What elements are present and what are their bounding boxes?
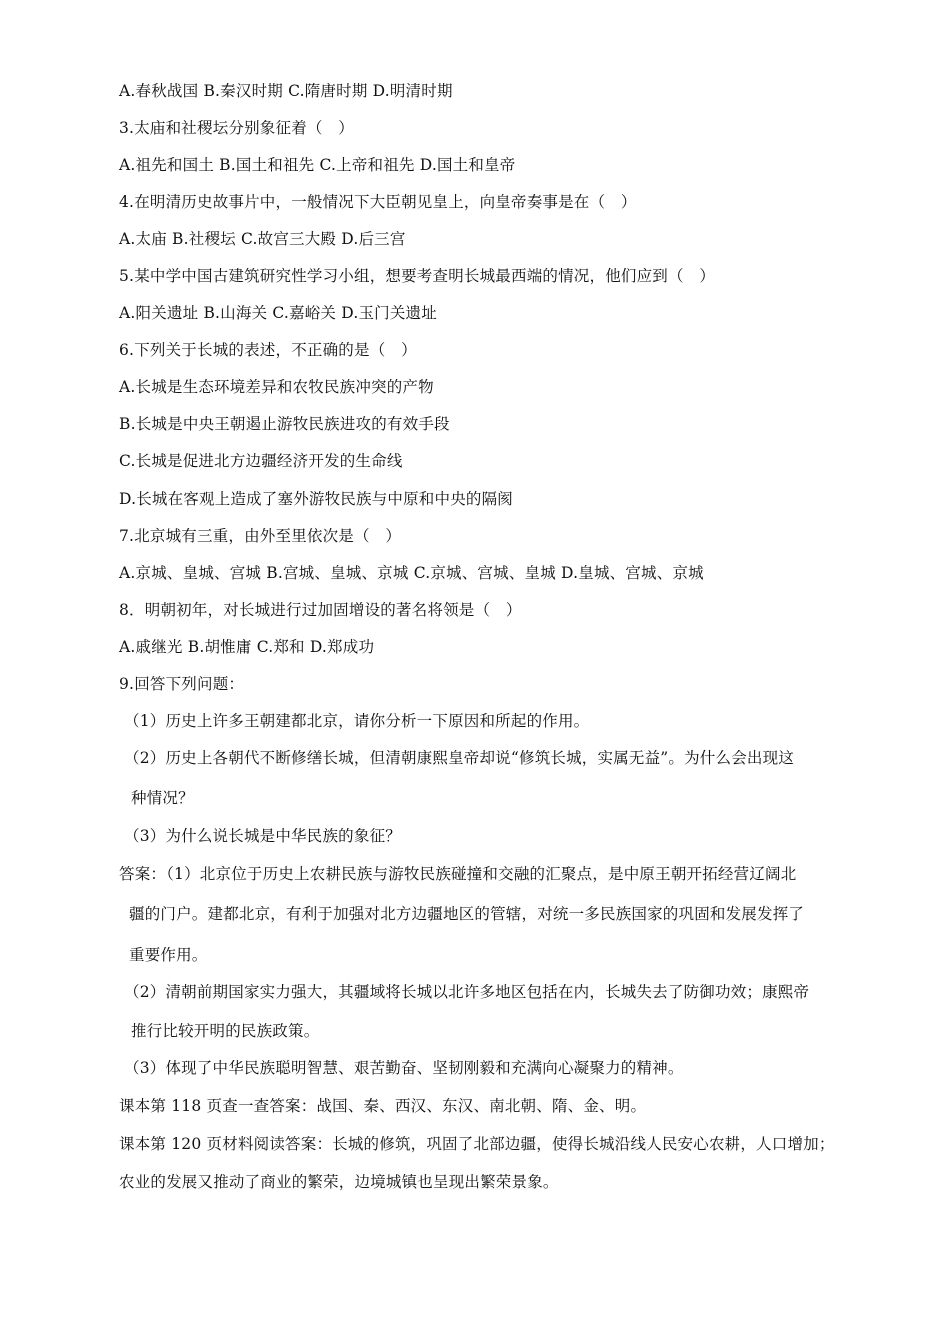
q7-options: A.京城、皇城、宫城 B.宫城、皇城、京城 C.京城、宫城、皇城 D.皇城、宫城、京城 — [119, 564, 704, 582]
answer-part-2: （2）清朝前期国家实力强大，其疆域将长城以北许多地区包括在内，长城失去了防御功效；康熙帝 — [124, 983, 810, 1001]
textbook-p118-answer: 课本第 118 页查一查答案：战国、秦、西汉、东汉、南北朝、隋、金、明。 — [119, 1097, 647, 1115]
q9-part-1: （1）历史上许多王朝建都北京，请你分析一下原因和所起的作用。 — [124, 712, 590, 730]
q2-options: A.春秋战国 B.秦汉时期 C.隋唐时期 D.明清时期 — [119, 82, 453, 100]
answer-part-3: （3）体现了中华民族聪明智慧、艰苦勤奋、坚韧刚毅和充满向心凝聚力的精神。 — [124, 1059, 684, 1077]
answer-part-2-continued: 推行比较开明的民族政策。 — [131, 1022, 320, 1040]
q6-stem: 6.下列关于长城的表述，不正确的是（ ） — [119, 341, 417, 359]
q9-part-2-continued: 种情况？ — [131, 789, 194, 807]
q3-options: A.祖先和国土 B.国土和祖先 C.上帝和祖先 D.国土和皇帝 — [119, 156, 516, 174]
q5-stem: 5.某中学中国古建筑研究性学习小组，想要考查明长城最西端的情况，他们应到（ ） — [119, 267, 716, 285]
answer-part-1-line-2: 疆的门户。建都北京，有利于加强对北方边疆地区的管辖，对统一多民族国家的巩固和发展发挥了 — [129, 905, 805, 923]
q8-options: A.戚继光 B.胡惟庸 C.郑和 D.郑成功 — [119, 638, 375, 656]
answer-part-1-line-3: 重要作用。 — [129, 946, 208, 964]
q8-stem: 8．明朝初年，对长城进行过加固增设的著名将领是（ ） — [119, 601, 522, 619]
q5-options: A.阳关遗址 B.山海关 C.嘉峪关 D.玉门关遗址 — [119, 304, 437, 322]
q4-options: A.太庙 B.社稷坛 C.故宫三大殿 D.后三宫 — [119, 230, 406, 248]
q9-part-3: （3）为什么说长城是中华民族的象征？ — [124, 827, 401, 845]
q6-option-c: C.长城是促进北方边疆经济开发的生命线 — [119, 452, 403, 470]
q6-option-a: A.长城是生态环境差异和农牧民族冲突的产物 — [119, 378, 434, 396]
q6-option-b: B.长城是中央王朝遏止游牧民族进攻的有效手段 — [119, 415, 450, 433]
textbook-p120-answer-continued: 农业的发展又推动了商业的繁荣，边境城镇也呈现出繁荣景象。 — [119, 1173, 559, 1191]
q7-stem: 7.北京城有三重，由外至里依次是（ ） — [119, 527, 402, 545]
textbook-p120-answer: 课本第 120 页材料阅读答案：长城的修筑，巩固了北部边疆，使得长城沿线人民安心农耕，人口增加； — [119, 1135, 835, 1153]
q3-stem: 3.太庙和社稷坛分别象征着（ ） — [119, 119, 354, 137]
q6-option-d: D.长城在客观上造成了塞外游牧民族与中原和中央的隔阂 — [119, 490, 514, 508]
answer-part-1: 答案：（1）北京位于历史上农耕民族与游牧民族碰撞和交融的汇聚点，是中原王朝开拓经营辽阔北 — [119, 865, 797, 883]
q9-stem: 9.回答下列问题： — [119, 675, 245, 693]
q9-part-2: （2）历史上各朝代不断修缮长城，但清朝康熙皇帝却说“修筑长城，实属无益”。为什么会出现这 — [124, 749, 795, 767]
q4-stem: 4.在明清历史故事片中，一般情况下大臣朝见皇上，向皇帝奏事是在（ ） — [119, 193, 637, 211]
